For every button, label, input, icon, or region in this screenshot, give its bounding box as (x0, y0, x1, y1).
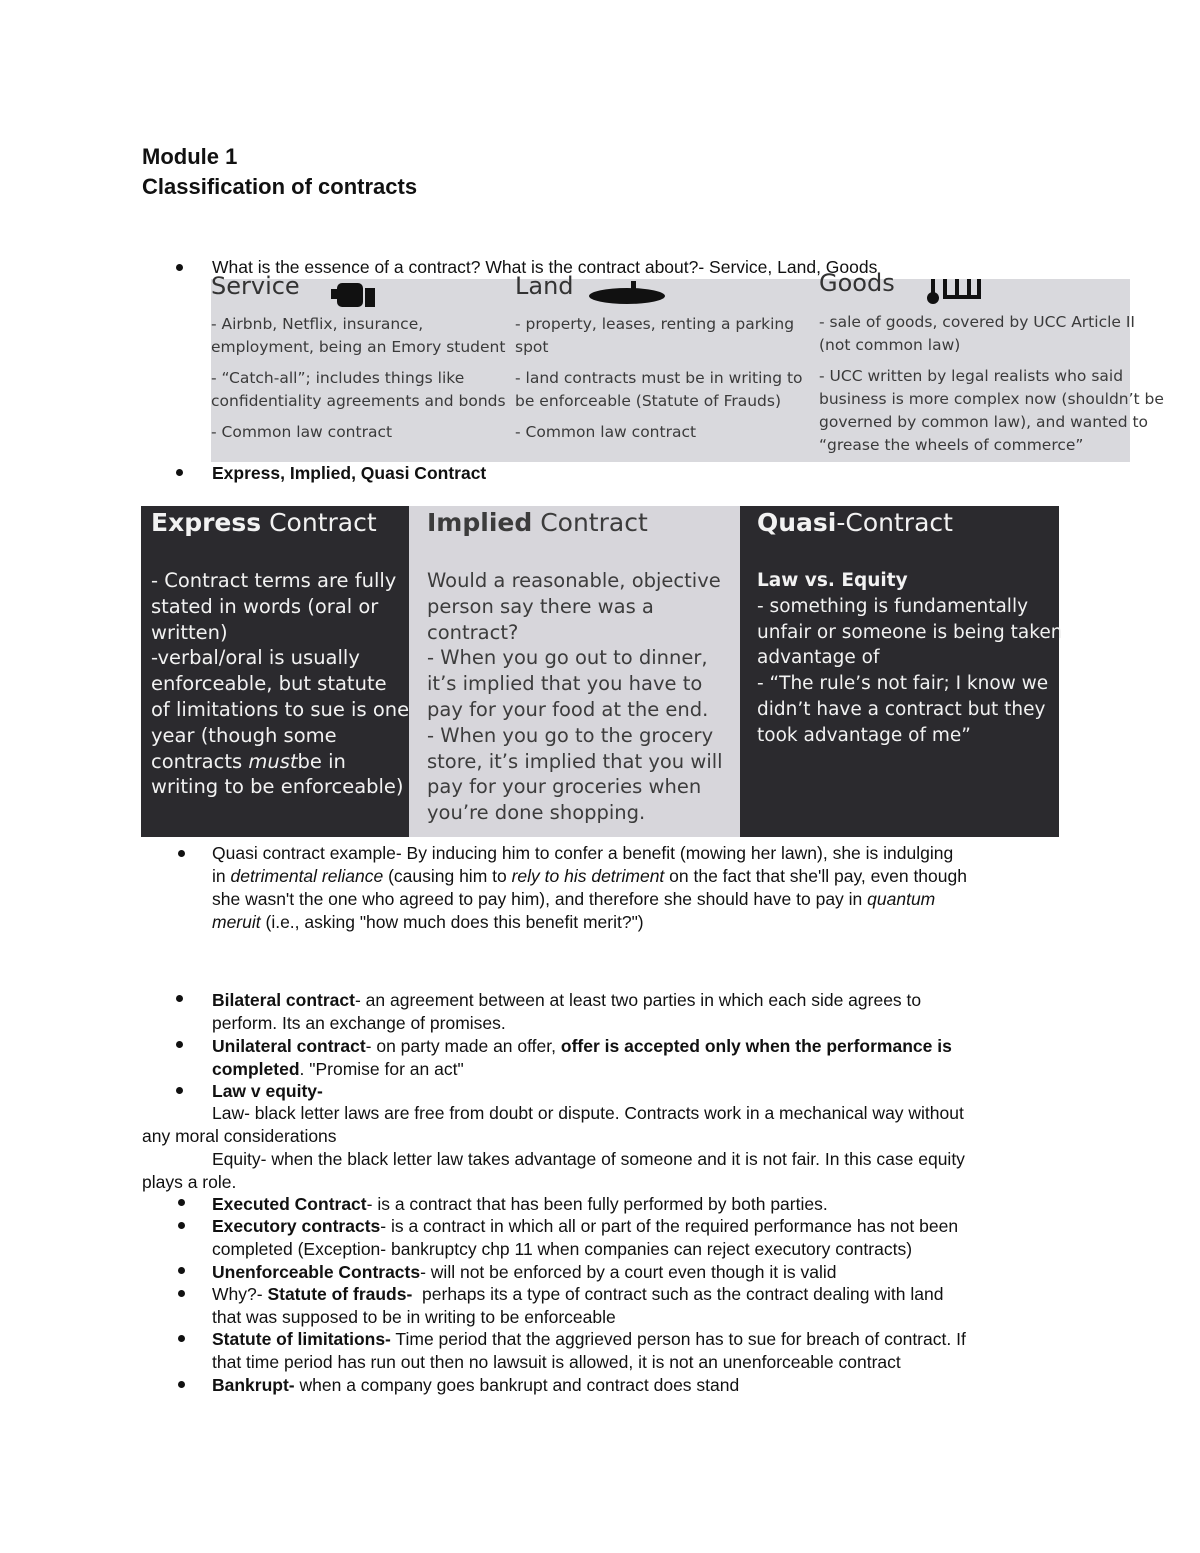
service-line-2: employment, being an Emory student (211, 338, 506, 356)
bilateral-line-2: perform. Its an exchange of promises. (212, 1013, 506, 1033)
bullet-dot (178, 1381, 185, 1388)
bankrupt-line: Bankrupt- when a company goes bankrupt and contract does stand (212, 1375, 740, 1395)
bullet-dot (178, 850, 185, 857)
service-line-5: - Common law contract (211, 423, 393, 441)
law-equity-heading: Law v equity- (212, 1081, 323, 1101)
quasi-example-line-3: she wasn't the one who agreed to pay him), and therefore she should have to pay in quantum (212, 889, 936, 909)
service-line-3: - “Catch-all”; includes things like (211, 369, 465, 387)
statute-frauds-line-2: that was supposed to be in writing to be enforceable (212, 1307, 616, 1327)
law-line-1: Law- black letter laws are free from doubt or dispute. Contracts work in a mechanical way without (212, 1103, 964, 1123)
goods-line-2: (not common law) (819, 336, 961, 354)
equity-line-1: Equity- when the black letter law takes advantage of someone and it is not fair. In this case equity (212, 1149, 965, 1169)
equity-line-2: plays a role. (142, 1172, 237, 1192)
service-line-1: - Airbnb, Netflix, insurance, (211, 315, 424, 333)
goods-line-1: - sale of goods, covered by UCC Article II (819, 313, 1136, 331)
land-line-1: - property, leases, renting a parking (515, 315, 795, 333)
express-body: - Contract terms are fully stated in words (oral or written) -verbal/oral is usually enforceable, but statute of limitations to sue is one year (though some contracts mustbe in writing to be enforceable) (151, 569, 410, 799)
land-line-4: be enforceable (Statute of Frauds) (515, 392, 782, 410)
quasi-example-line-4: meruit (i.e., asking "how much does this benefit merit?") (212, 912, 644, 932)
land-line-2: spot (515, 338, 549, 356)
law-line-2: any moral considerations (142, 1126, 337, 1146)
bilateral-line-1: Bilateral contract- an agreement between at least two parties in which each side agrees to (212, 990, 922, 1010)
service-line-4: confidentiality agreements and bonds (211, 392, 506, 410)
bullet-dot (176, 469, 183, 476)
quasi-example-line-2: in detrimental reliance (causing him to rely to his detriment on the fact that she'll pay, even though (212, 866, 967, 886)
bullet-dot (178, 1199, 185, 1206)
land-line-3: - land contracts must be in writing to (515, 369, 803, 387)
bullet-dot (178, 1222, 185, 1229)
contract-types-figure (141, 506, 1063, 837)
bullet-dot (176, 1041, 183, 1048)
bullet-dot (176, 1087, 183, 1094)
land-icon (587, 281, 671, 305)
service-land-goods-figure (211, 269, 1164, 462)
module-title: Module 1 (142, 144, 238, 169)
bullet-dot (178, 1335, 185, 1342)
goods-line-5: governed by common law), and wanted to (819, 413, 1149, 431)
executed-line: Executed Contract- is a contract that has been fully performed by both parties. (212, 1194, 828, 1214)
goods-line-6: “grease the wheels of commerce” (819, 436, 1084, 454)
statute-limitations-line-1: Statute of limitations- Time period that the aggrieved person has to sue for breach of contract. If (212, 1329, 966, 1349)
bullet-dot (178, 1290, 185, 1297)
land-line-5: - Common law contract (515, 423, 697, 441)
page-title: Classification of contracts (142, 174, 418, 199)
executory-line-2: completed (Exception- bankruptcy chp 11 when companies can reject executory contracts) (212, 1239, 913, 1259)
bullet-dot (176, 264, 183, 271)
unilateral-line-1: Unilateral contract- on party made an offer, offer is accepted only when the performance is (212, 1036, 952, 1056)
bullet-dot (178, 1267, 185, 1274)
implied-heading: Implied Contract (427, 508, 648, 537)
quasi-example-line-1: Quasi contract example- By inducing him to confer a benefit (mowing her lawn), she is indulging (212, 843, 954, 863)
essence-bullet-text: What is the essence of a contract? What is the contract about?- Service, Land, Goods (212, 257, 878, 277)
unenforceable-line: Unenforceable Contracts- will not be enforced by a court even though it is valid (212, 1262, 837, 1282)
land-heading: Land (515, 272, 574, 300)
quasi-heading: Quasi-Contract (757, 508, 953, 537)
express-heading: Express Contract (151, 508, 377, 537)
service-heading: Service (211, 272, 300, 300)
executory-line-1: Executory contracts- is a contract in which all or part of the required performance has not been (212, 1216, 959, 1236)
goods-line-4: business is more complex now (shouldn’t be (819, 390, 1164, 408)
express-contract-panel (141, 506, 409, 837)
quasi-body: Law vs. Equity - something is fundamentally unfair or someone is being taken advantage of - “The rule’s not fair; I know we didn’t have a contract but they took advantage of me” (757, 570, 1063, 746)
goods-line-3: - UCC written by legal realists who said (819, 367, 1124, 385)
handshake-icon (331, 279, 381, 311)
eiq-bullet-text: Express, Implied, Quasi Contract (212, 463, 487, 483)
statute-limitations-line-2: that time period has run out then no lawsuit is allowed, it is not an unenforceable contract (212, 1352, 901, 1372)
implied-body: Would a reasonable, objective person say there was a contract? - When you go out to dinner, it’s implied that you have to pay for your food at the end. - When you go to the grocery store, it’s implied that you will pay for your groceries when you’re done shopping. (427, 569, 723, 825)
statute-frauds-line-1: Why?- Statute of frauds- perhaps its a type of contract such as the contract dealing with land (212, 1284, 944, 1304)
goods-heading: Goods (819, 269, 895, 297)
implied-contract-panel (409, 506, 740, 837)
quasi-contract-panel (740, 506, 1063, 837)
bullet-dot (176, 995, 183, 1002)
cart-icon (925, 277, 983, 305)
unilateral-line-2: completed. "Promise for an act" (212, 1059, 464, 1079)
